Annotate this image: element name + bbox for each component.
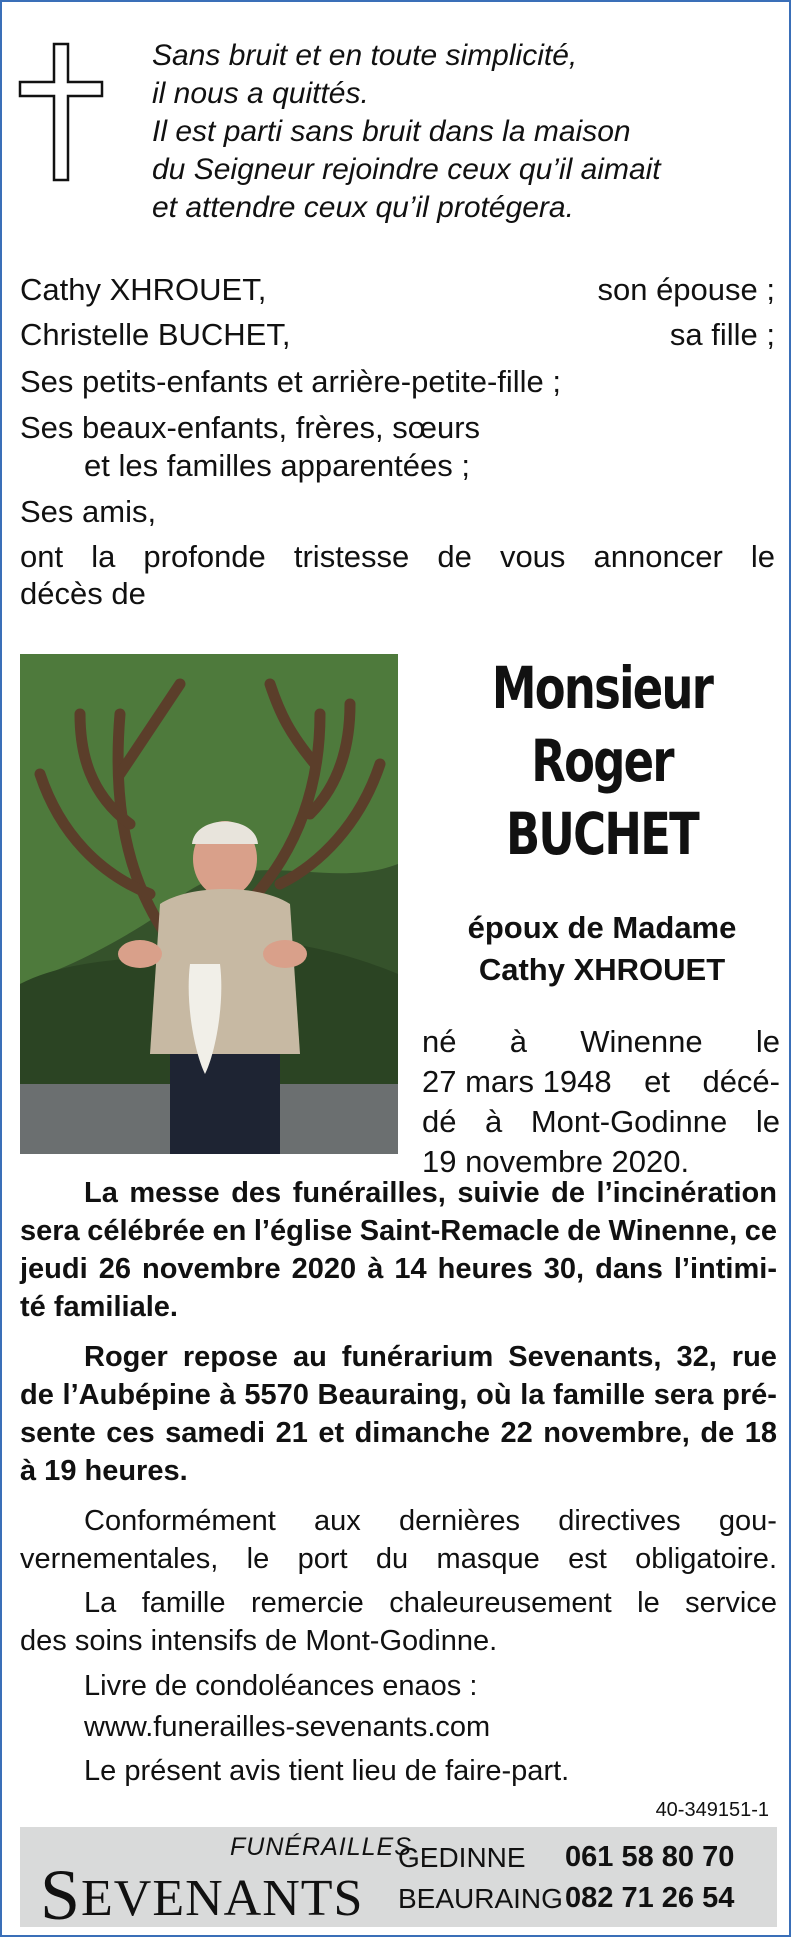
verse-line: du Seigneur rejoindre ceux qu’il aimait — [152, 153, 661, 186]
funeral-home-footer — [20, 1827, 777, 1935]
word: à — [509, 1024, 527, 1059]
verse — [152, 37, 772, 227]
text-line: té familiale. — [20, 1291, 178, 1323]
word: Beauraing, — [317, 1379, 468, 1411]
word: novembre, — [543, 1417, 690, 1449]
word: messe — [129, 1177, 220, 1209]
word: la — [520, 1379, 545, 1411]
family-row-spouse — [20, 270, 775, 310]
word: sera — [20, 1215, 80, 1247]
word: 26 — [98, 1253, 131, 1285]
word: 22 — [500, 1417, 533, 1449]
family-name: Cathy XHROUET, — [20, 272, 267, 307]
word: le — [246, 1543, 270, 1575]
word: de — [700, 1417, 735, 1449]
family-line: et les familles apparentées ; — [84, 448, 470, 483]
word: famille — [141, 1587, 226, 1619]
word: repose — [182, 1341, 278, 1373]
birth-death-info — [422, 1022, 780, 1182]
deceased-photo — [20, 654, 398, 1154]
word: pré- — [722, 1379, 777, 1411]
word: et — [318, 1417, 345, 1449]
word: suivie — [457, 1177, 540, 1209]
word: à — [485, 1104, 503, 1139]
word: Roger — [84, 1341, 168, 1373]
word: l’Aubépine — [62, 1379, 211, 1411]
word: rue — [731, 1341, 777, 1373]
office-city: GEDINNE — [398, 1842, 526, 1873]
condolences-label: Livre de condoléances enaos : — [84, 1670, 478, 1702]
word: ce — [744, 1215, 777, 1247]
deceased-last-name: BUCHET — [505, 800, 699, 868]
deceased-name — [422, 652, 782, 871]
funerarium-paragraph — [20, 1338, 777, 1490]
word: des — [231, 1177, 282, 1209]
funeral-mass-paragraph — [20, 1174, 777, 1326]
family-line: Ses beaux-enfants, frères, sœurs — [20, 410, 481, 445]
word: l’incinération — [596, 1177, 777, 1209]
word: décé- — [702, 1064, 780, 1099]
office-phone[interactable]: 082 71 26 54 — [565, 1882, 735, 1914]
word: 5570 — [244, 1379, 309, 1411]
logo-subtitle: FUNÉRAILLES — [230, 1833, 412, 1861]
family-name: Christelle BUCHET, — [20, 317, 291, 352]
word: le — [755, 1104, 780, 1139]
mask-paragraph — [20, 1502, 777, 1578]
word: à — [367, 1253, 384, 1285]
word: et — [644, 1064, 670, 1099]
word: célébrée — [87, 1215, 205, 1247]
word: 18 — [744, 1417, 777, 1449]
family-relation: sa fille ; — [669, 317, 775, 352]
word: heures — [437, 1253, 533, 1285]
verse-line: Il est parti sans bruit dans la maison — [152, 115, 631, 148]
word: masque — [436, 1543, 540, 1575]
family-relation: son épouse ; — [597, 272, 775, 307]
deceased-title: Monsieur — [491, 654, 713, 722]
word: funérarium — [341, 1341, 494, 1373]
spouse-info — [422, 907, 782, 991]
word: 2020 — [291, 1253, 357, 1285]
office-city: BEAURAING — [398, 1883, 563, 1914]
word: dimanche — [354, 1417, 490, 1449]
word: famille — [553, 1379, 646, 1411]
word: Sevenants, — [508, 1341, 662, 1373]
word: à — [219, 1379, 236, 1411]
word: de — [551, 1177, 585, 1209]
website-link[interactable]: www.funerailles-sevenants.com — [84, 1711, 491, 1743]
text-line: des soins intensifs de Mont-Godinne. — [20, 1625, 498, 1657]
notice-line: Le présent avis tient lieu de faire-part. — [84, 1755, 570, 1787]
word: chaleureusement — [389, 1587, 612, 1619]
word: samedi — [165, 1417, 266, 1449]
word: dernières — [399, 1505, 520, 1537]
word: Conformément — [84, 1505, 276, 1537]
word: sente — [20, 1417, 96, 1449]
word: ces — [106, 1417, 155, 1449]
word: 21 — [275, 1417, 308, 1449]
thanks-paragraph — [20, 1584, 777, 1660]
word: dans — [595, 1253, 663, 1285]
deceased-first-name: Roger — [531, 727, 673, 795]
word: 14 — [394, 1253, 427, 1285]
text-line: à 19 heures. — [20, 1455, 188, 1487]
announcement-line: ont la profonde tristesse de vous annoncer le — [20, 539, 775, 574]
word: le — [637, 1587, 660, 1619]
verse-line: Sans bruit et en toute simplicité, — [152, 39, 578, 72]
text-line: 19 novembre 2020. — [422, 1144, 690, 1179]
word: de — [567, 1215, 601, 1247]
word: l’église — [253, 1215, 353, 1247]
funeral-home-logo: SEVENANTS — [40, 1855, 364, 1935]
word: aux — [314, 1505, 361, 1537]
word: Winenne — [580, 1024, 703, 1059]
word: 32, — [676, 1341, 717, 1373]
word: jeudi — [20, 1253, 88, 1285]
word: sera — [653, 1379, 714, 1411]
office-phone[interactable]: 061 58 80 70 — [565, 1841, 735, 1873]
word: La — [84, 1177, 118, 1209]
word: vernementales, — [20, 1543, 219, 1575]
word: funérailles, — [292, 1177, 446, 1209]
family-row-daughter — [20, 315, 775, 355]
announcement-end: décès de — [20, 576, 146, 611]
spouse-line: Cathy XHROUET — [478, 952, 726, 987]
word: où — [476, 1379, 512, 1411]
word: le — [755, 1024, 780, 1059]
word: né — [422, 1024, 457, 1059]
word: est — [568, 1543, 607, 1575]
word: service — [685, 1587, 777, 1619]
word: remercie — [250, 1587, 364, 1619]
word: 30, — [543, 1253, 585, 1285]
verse-line: et attendre ceux qu’il protégera. — [152, 191, 574, 224]
word: du — [375, 1543, 409, 1575]
word: Saint-Remacle — [359, 1215, 560, 1247]
word: novembre — [142, 1253, 281, 1285]
spouse-line: époux de Madame — [467, 910, 737, 945]
family-line: Ses petits-enfants et arrière-petite-fille ; — [20, 364, 562, 399]
word: l’intimi- — [673, 1253, 777, 1285]
word: au — [292, 1341, 327, 1373]
reference-number: 40-349151-1 — [655, 1799, 769, 1821]
family-line: Ses amis, — [20, 494, 157, 529]
word: La — [84, 1587, 117, 1619]
word: de — [20, 1379, 54, 1411]
word: gou- — [718, 1505, 777, 1537]
word: dé — [422, 1104, 457, 1139]
word: obligatoire. — [635, 1543, 777, 1575]
word: Winenne, — [608, 1215, 738, 1247]
word: en — [212, 1215, 247, 1247]
word: directives — [558, 1505, 681, 1537]
word: Mont-Godinne — [530, 1104, 728, 1139]
verse-line: il nous a quittés. — [152, 77, 369, 110]
word: 27 mars 1948 — [422, 1064, 612, 1099]
word: port — [297, 1543, 348, 1575]
cross-icon — [18, 42, 104, 182]
